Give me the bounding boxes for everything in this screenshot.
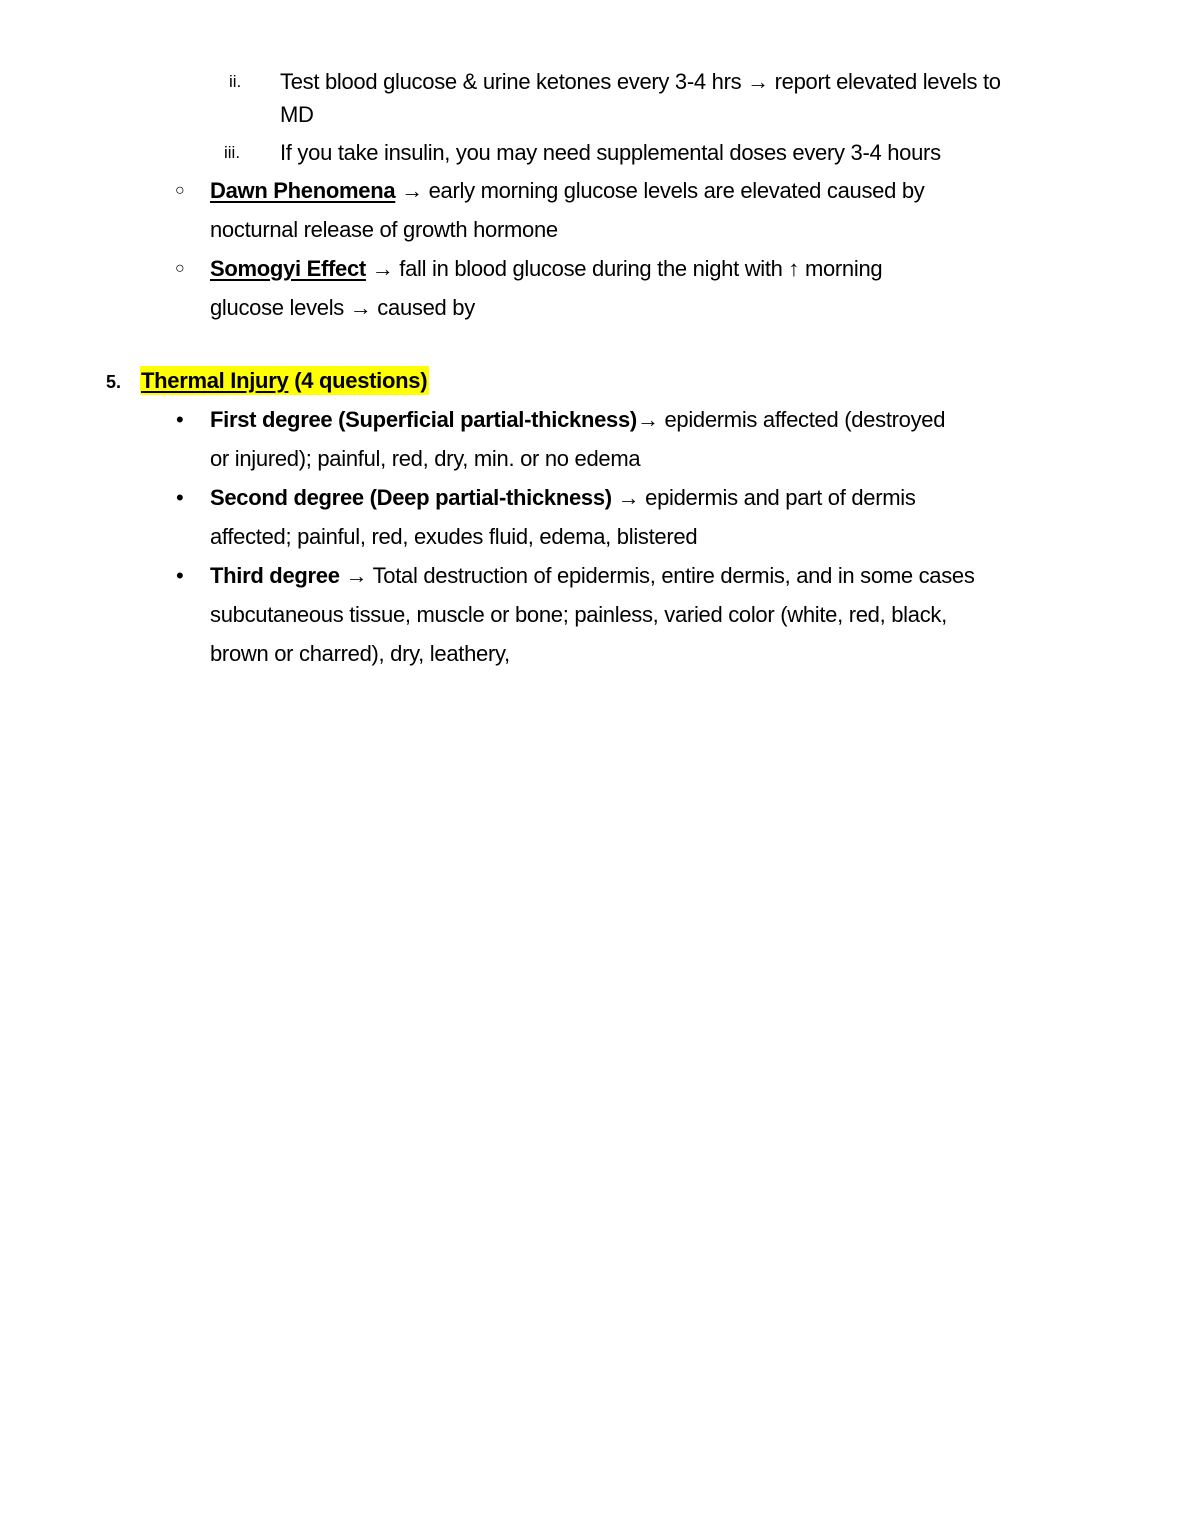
term: First degree (Superficial partial-thickness) [210,407,637,432]
definition: → epidermis and part of dermis [611,485,916,510]
section-title: Thermal Injury [141,368,289,393]
list-item-first-degree [210,406,945,434]
definition: → early morning glucose levels are elevated caused by [395,178,925,203]
bullet-icon: • [176,407,184,432]
section-number: 5. [106,372,122,392]
list-item-text: If you take insulin, you may need supplemental doses every 3-4 hours [280,140,941,165]
definition: → fall in blood glucose during the night with ↑ morning [365,256,883,281]
section-title-suffix: (4 questions) [288,368,428,393]
list-item-third-degree [210,562,975,590]
list-item-text: MD [280,102,314,127]
list-marker: ii. [229,72,242,91]
list-item-dawn-phenomena [210,177,925,205]
term: Second degree (Deep partial-thickness) [210,485,612,510]
term: Somogyi Effect [210,256,366,281]
bullet-icon: • [176,563,184,588]
definition: → Total destruction of epidermis, entire dermis, and in some cases [339,563,975,588]
circle-bullet-icon: ○ [175,182,185,199]
circle-bullet-icon: ○ [175,260,185,277]
list-item-text: affected; painful, red, exudes fluid, edema, blistered [210,524,698,549]
list-item-somogyi-effect [210,255,882,283]
section-heading [140,367,429,395]
term: Third degree [210,563,340,588]
list-item-text: brown or charred), dry, leathery, [210,641,510,666]
list-item-text: subcutaneous tissue, muscle or bone; painless, varied color (white, red, black, [210,602,947,627]
list-item-second-degree [210,484,916,512]
term: Dawn Phenomena [210,178,396,203]
bullet-icon: • [176,485,184,510]
list-item-text: glucose levels → caused by [210,295,475,320]
list-item-text: Test blood glucose & urine ketones every 3-4 hrs → report elevated levels to [280,69,1001,94]
list-item-text: nocturnal release of growth hormone [210,217,558,242]
definition: → epidermis affected (destroyed [636,407,946,432]
list-marker: iii. [224,143,241,162]
list-item-text: or injured); painful, red, dry, min. or no edema [210,446,641,471]
